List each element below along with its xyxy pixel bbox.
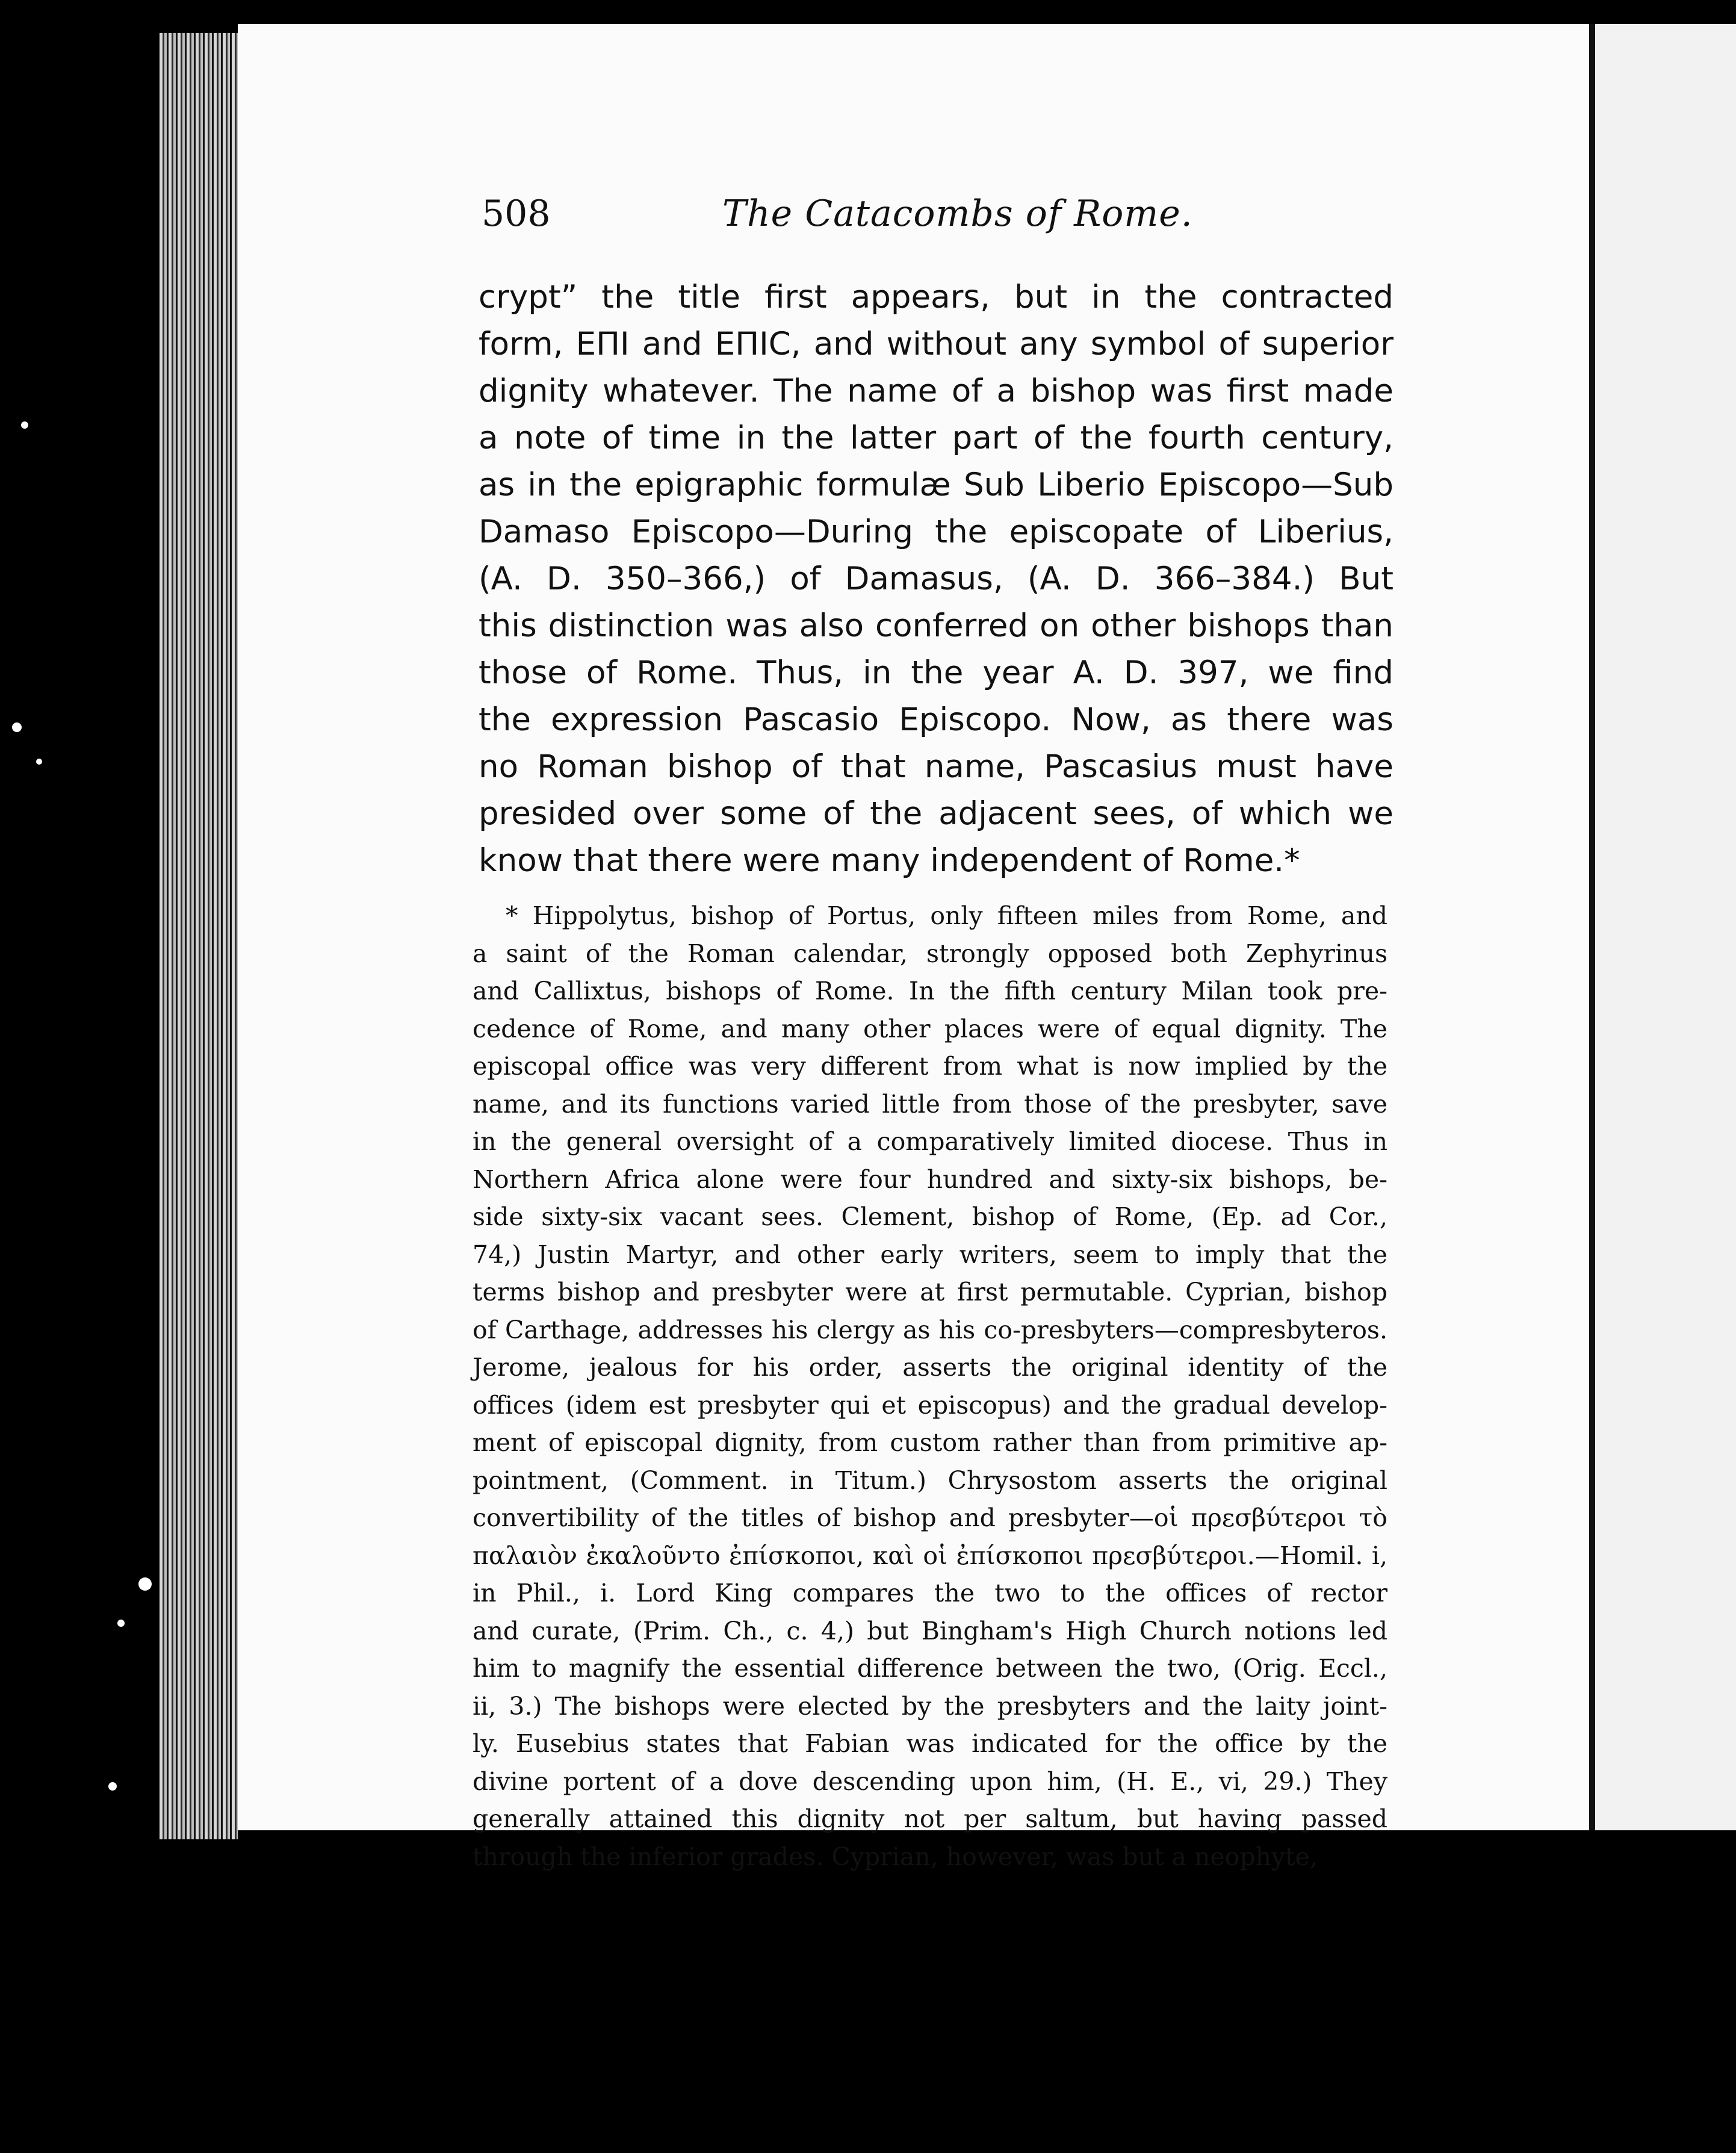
footnote-line: generally attained this dignity not per saltum, but having passed: [473, 1804, 1387, 1833]
footnote-line: him to magnify the essential difference between the two, (Orig. Eccl.,: [473, 1654, 1387, 1683]
scan-speck: [117, 1620, 125, 1627]
running-title: The Catacombs of Rome.: [722, 193, 1193, 235]
footnote-line: pointment, (Comment. in Titum.) Chrysostom asserts the original: [473, 1465, 1387, 1495]
footnote-line: side sixty-six vacant sees. Clement, bishop of Rome, (Ep. ad Cor.,: [473, 1202, 1387, 1231]
footnote-line: through the inferior grades. Cyprian, however, was but a neophyte,: [473, 1842, 1318, 1871]
footnote-line: and Callixtus, bishops of Rome. In the fifth century Milan took pre-: [473, 977, 1387, 1005]
footnote-line: * Hippolytus, bishop of Portus, only fifteen miles from Rome, and: [506, 901, 1387, 930]
footnote-line: convertibility of the titles of bishop and presbyter—οἱ πρεσβύτεροι τὸ: [473, 1503, 1387, 1532]
footnote-line: ly. Eusebius states that Fabian was indicated for the office by the: [473, 1729, 1387, 1758]
body-line: Damaso Episcopo—During the episcopate of Liberius,: [479, 514, 1393, 550]
body-line: a note of time in the latter part of the fourth century,: [479, 420, 1393, 456]
scan-speck: [108, 1782, 117, 1791]
body-line: no Roman bishop of that name, Pascasius must have: [479, 748, 1393, 785]
footnote-line: name, and its functions varied little from those of the presbyter, save: [473, 1089, 1387, 1119]
book-page-edges: [160, 33, 238, 1839]
body-line: (A. D. 350–366,) of Damasus, (A. D. 366–384.) But: [479, 561, 1393, 597]
body-line: those of Rome. Thus, in the year A. D. 397, we find: [479, 654, 1393, 691]
body-line: as in the epigraphic formulæ Sub Liberio Episcopo—Sub: [479, 467, 1393, 503]
footnote-line: of Carthage, addresses his clergy as his co-presbyters—compresbyteros.: [473, 1315, 1387, 1344]
facing-page-edge: [1589, 24, 1736, 1830]
footnote-line: terms bishop and presbyter were at first permutable. Cyprian, bishop: [473, 1278, 1387, 1306]
body-line: crypt” the title first appears, but in the contracted: [479, 279, 1393, 315]
footnote-line: episcopal office was very different from what is now implied by the: [473, 1052, 1387, 1081]
footnote-line: a saint of the Roman calendar, strongly opposed both Zephyrinus: [473, 939, 1387, 968]
footnote-line: ii, 3.) The bishops were elected by the presbyters and the laity joint-: [473, 1691, 1387, 1721]
body-line: dignity whatever. The name of a bishop was first made: [479, 373, 1393, 409]
footnote-line: cedence of Rome, and many other places were of equal dignity. The: [473, 1014, 1387, 1043]
body-line: presided over some of the adjacent sees, of which we: [479, 795, 1393, 832]
scan-speck: [138, 1577, 152, 1591]
footnote-line: and curate, (Prim. Ch., c. 4,) but Bingham's High Church notions led: [473, 1616, 1387, 1645]
body-line: this distinction was also conferred on other bishops than: [479, 607, 1393, 644]
main-text: [479, 274, 1393, 884]
footnote: [473, 897, 1387, 1875]
footnote-line: 74,) Justin Martyr, and other early writers, seem to imply that the: [473, 1240, 1387, 1269]
scan-speck: [36, 759, 42, 765]
footnote-line: offices (idem est presbyter qui et episcopus) and the gradual develop-: [473, 1390, 1387, 1420]
scan-speck: [12, 722, 22, 732]
footnote-line: Northern Africa alone were four hundred and sixty-six bishops, be-: [473, 1164, 1387, 1194]
body-line: the expression Pascasio Episcopo. Now, as there was: [479, 701, 1393, 738]
footnote-line: παλαιὸν ἐκαλοῦντο ἐπίσκοποι, καὶ οἱ ἐπίσκοποι πρεσβύτεροι.—Homil. i,: [473, 1541, 1387, 1570]
footnote-line: Jerome, jealous for his order, asserts the original identity of the: [473, 1353, 1387, 1382]
body-line: know that there were many independent of Rome.*: [479, 842, 1300, 879]
page-number: 508: [482, 193, 551, 235]
body-line: form, ΕΠΙ and ΕΠΙС, and without any symbol of superior: [479, 326, 1393, 362]
scan-speck: [21, 421, 28, 429]
footnote-line: in the general oversight of a comparatively limited diocese. Thus in: [473, 1127, 1387, 1156]
page-header: [482, 193, 1397, 247]
footnote-line: ment of episcopal dignity, from custom rather than from primitive ap-: [473, 1428, 1387, 1457]
footnote-line: in Phil., i. Lord King compares the two to the offices of rector: [473, 1579, 1387, 1608]
footnote-line: divine portent of a dove descending upon him, (H. E., vi, 29.) They: [473, 1766, 1387, 1796]
